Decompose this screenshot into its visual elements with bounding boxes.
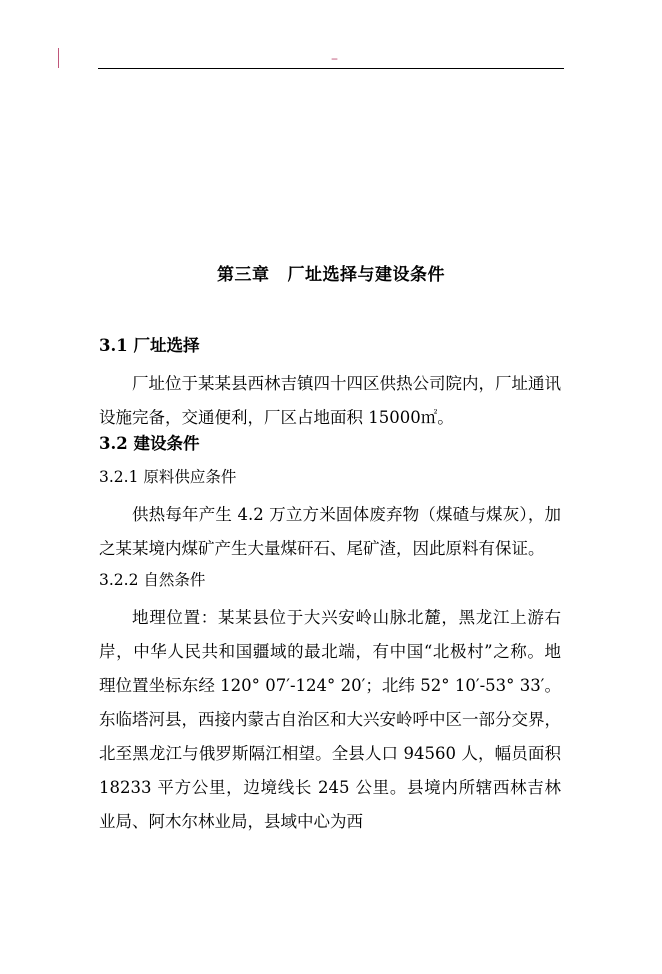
section-3-2-1-heading: 3.2.1 原料供应条件 — [99, 468, 237, 486]
section-3-2-2-body: 地理位置：某某县位于大兴安岭山脉北麓，黑龙江上游右岸，中华人民共和国疆域的最北端，有中国“北极村”之称。地理位置坐标东经 120° 07′-124° 20′；北纬 52° 10′-53° 33′。东临塔河县，西接内蒙古自治区和大兴安岭呼中区一部分交界，北至黑龙江与俄罗斯隔江相望。全县人口 94560 人，幅员面积 18233 平方公里，边境线长 245 公里。县境内所辖西林吉林业局、阿木尔林业局，县域中心为西 — [99, 608, 561, 831]
section-3-2-heading: 3.2 建设条件 — [99, 434, 200, 453]
document-body — [99, 334, 561, 839]
chapter-number: 第三章 — [217, 265, 270, 285]
header-rule — [98, 68, 564, 69]
section-3-1-body: 厂址位于某某县西林吉镇四十四区供热公司院内，厂址通讯设施完备，交通便利，厂区占地面积 15000㎡。 — [99, 374, 561, 427]
chapter-title — [0, 264, 662, 286]
header-mark: – — [331, 51, 338, 67]
page-margin-mark — [58, 48, 59, 68]
chapter-name: 厂址选择与建设条件 — [287, 265, 445, 285]
section-3-2-2-heading: 3.2.2 自然条件 — [99, 571, 206, 589]
section-3-2-1-body: 供热每年产生 4.2 万立方米固体废弃物（煤碴与煤灰），加之某某境内煤矿产生大量煤矸石、尾矿渣，因此原料有保证。 — [99, 505, 561, 558]
section-3-1-heading: 3.1 厂址选择 — [99, 336, 200, 355]
